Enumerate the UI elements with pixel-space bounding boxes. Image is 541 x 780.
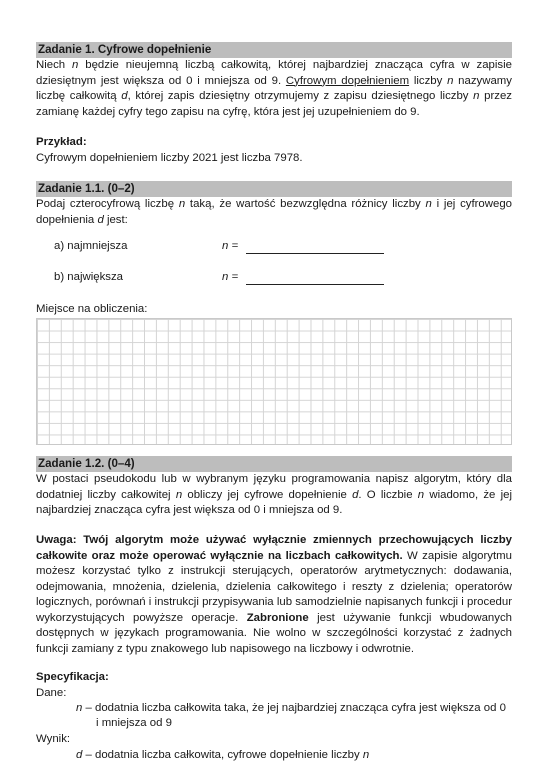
- given-text-1: – dodatnia liczba całkowita taka, że jej najbardziej znacząca cyfra jest większa od 0: [82, 702, 506, 714]
- text-run: i jej cyfrowego dopełnienia: [36, 198, 512, 226]
- task1-header: Zadanie 1. Cyfrowe dopełnienie: [36, 42, 512, 58]
- text-run: n: [473, 90, 480, 102]
- text-run: n: [425, 198, 432, 210]
- text-run: Zabronione: [246, 611, 309, 624]
- text-run: Uwaga: Twój algorytm może używać wyłącznie zmiennych przechowujących liczby całkowite oraz może operować wyłącznie na liczbach całkowitych.: [36, 534, 512, 562]
- answer-b-blank[interactable]: [246, 284, 384, 285]
- answer-a-var: n =: [222, 240, 239, 252]
- task11-section: [36, 181, 512, 228]
- text-run: d: [121, 90, 128, 102]
- text-run: obliczy jej cyfrowe dopełnienie: [182, 488, 353, 501]
- text-run: Cyfrowym dopełnieniem: [285, 74, 410, 87]
- text-run: W zapisie algorytmu możesz korzystać tylko z instrukcji sterujących, operatorów arytmetycznych: dodawania, odejmowania, mnożenia, dzielenia, dzielenia całkowitego i reszty z dzielenia; operatorów logicznych, porównań i instrukcji przypisywania lub samodzielnie napisanych funkcji i procedur wykorzystujących powyższe operacje.: [36, 549, 512, 624]
- given-label: Dane:: [36, 686, 67, 699]
- text-run: taką, że wartość bezwzględna różnicy liczby: [185, 198, 426, 210]
- answer-b-label: b) największa: [54, 271, 124, 283]
- text-run: Podaj czterocyfrową liczbę: [36, 198, 179, 210]
- answer-a-row: [36, 240, 512, 256]
- given-text-2: i mniejsza od 9: [96, 717, 172, 729]
- task1-intro: [36, 58, 512, 120]
- text-run: . O liczbie: [358, 488, 418, 501]
- text-run: jest:: [103, 213, 128, 226]
- result-var: d: [76, 749, 83, 761]
- result-var-n: n: [362, 749, 370, 761]
- result-label-wrap: [36, 732, 70, 748]
- given-line-2: [96, 716, 172, 732]
- task11-header: Zadanie 1.1. (0–2): [36, 181, 512, 197]
- result-label: Wynik:: [36, 733, 71, 745]
- text-run: , której zapis dziesiętny otrzymujemy z zapisu dziesiętnego liczby: [127, 90, 474, 102]
- spec-label: Specyfikacja:: [36, 671, 109, 683]
- result-line: [76, 748, 512, 764]
- given-var: n: [76, 702, 83, 714]
- text-run: n: [417, 488, 425, 501]
- task12-header: Zadanie 1.2. (0–4): [36, 456, 512, 472]
- text-run: n: [447, 74, 454, 87]
- text-run: jest używanie funkcji wbudowanych dostępnych w językach programowania. Nie wolno w szczególności korzystać z żadnych funkcji zamiany z typu znakowego lub napisowego na liczbowy i odwrotnie.: [36, 611, 512, 655]
- note-section: [36, 533, 512, 657]
- text-run: n: [72, 59, 79, 71]
- text-run: będzie nieujemną liczbą całkowitą, której najbardziej znacząca cyfra w zapisie dziesiętnym jest większa od 0 i mniejsza od 9.: [36, 59, 512, 87]
- text-run: n: [178, 198, 186, 210]
- text-run: wiadomo, że jej najbardziej znacząca cyfra jest większa od 0 i mniejsza od 9.: [36, 488, 513, 516]
- task11-text: [36, 197, 512, 228]
- task12-note: [36, 533, 512, 657]
- answer-b-var: n =: [222, 271, 239, 283]
- example-label: Przykład:: [36, 136, 87, 148]
- answer-a-label: a) najmniejsza: [54, 240, 128, 252]
- task12-text: [36, 472, 512, 519]
- text-run: Niech: [36, 59, 73, 71]
- answer-a-blank[interactable]: [246, 253, 384, 254]
- example-text: Cyfrowym dopełnieniem liczby 2021 jest liczba 7978.: [36, 151, 303, 164]
- text-run: d: [97, 213, 104, 226]
- work-area-label: Miejsce na obliczenia:: [36, 303, 148, 315]
- example-section: [36, 135, 512, 166]
- work-area-label-wrap: [36, 302, 512, 318]
- answer-b-row: [36, 271, 512, 287]
- given-line-1: [76, 701, 512, 717]
- calculation-grid[interactable]: [36, 318, 512, 445]
- text-run: n: [175, 488, 183, 501]
- task1-section: [36, 42, 512, 120]
- text-run: nazywamy liczbę całkowitą: [36, 74, 512, 102]
- task12-section: [36, 456, 512, 519]
- text-run: W postaci pseudokodu lub w wybranym języku programowania napisz algorytm, który dla dodatniej liczby całkowitej: [36, 473, 512, 501]
- result-text: – dodatnia liczba całkowita, cyfrowe dopełnienie liczby: [82, 749, 363, 761]
- spec-section: [36, 670, 512, 701]
- text-run: d: [352, 488, 359, 501]
- text-run: przez zamianę każdej cyfry tego zapisu na cyfrę, która jest jej uzupełnieniem do 9.: [36, 90, 512, 118]
- text-run: liczby: [409, 74, 448, 87]
